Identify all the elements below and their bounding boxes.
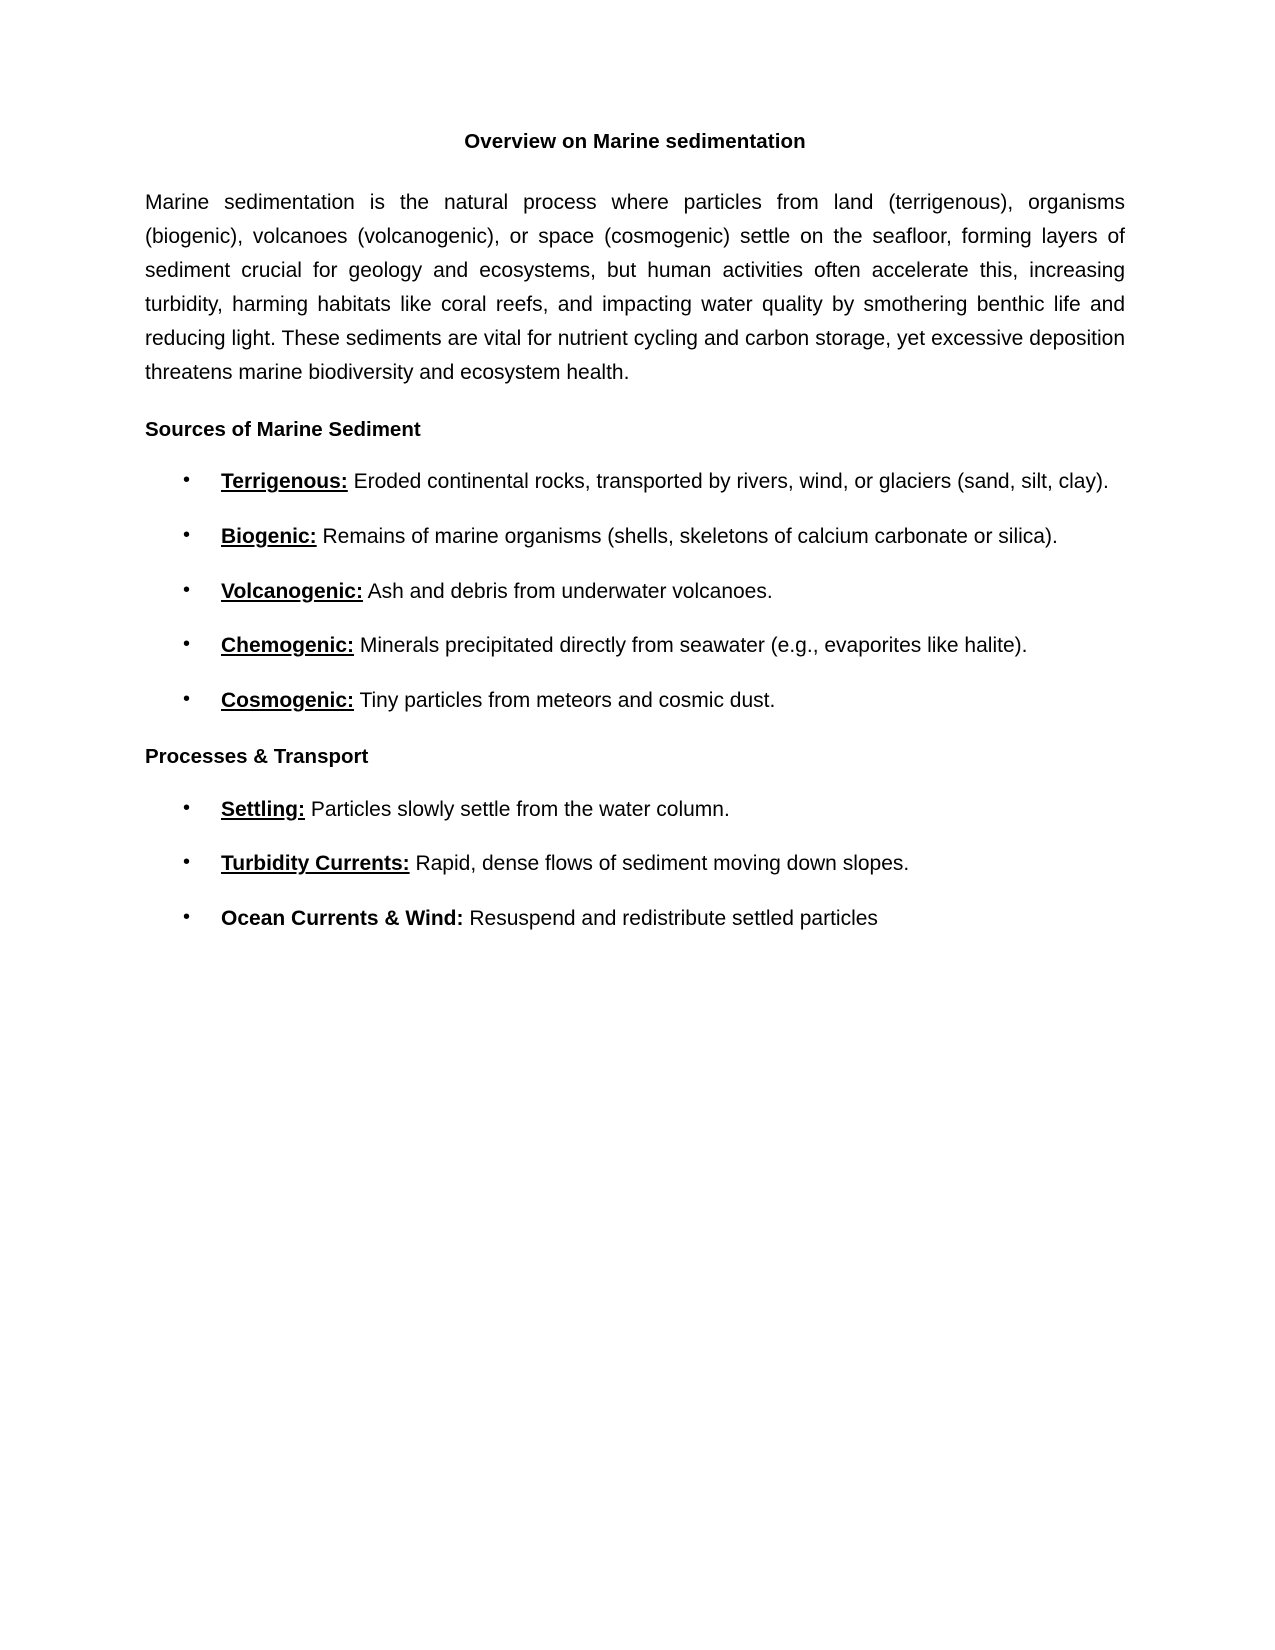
list-item-term: Terrigenous: xyxy=(221,470,348,494)
list-item-text: Minerals precipitated directly from seawater (e.g., evaporites like halite). xyxy=(354,634,1028,658)
section-heading-processes: Processes & Transport xyxy=(145,745,369,769)
list-item-text: Rapid, dense flows of sediment moving down slopes. xyxy=(409,852,910,876)
list-item-text: Particles slowly settle from the water column. xyxy=(305,797,730,821)
list-item-text: Tiny particles from meteors and cosmic dust. xyxy=(354,688,776,712)
list-item-term: Ocean Currents & Wind: xyxy=(221,906,464,930)
list-item-text: Eroded continental rocks, transported by rivers, wind, or glaciers (sand, silt, clay). xyxy=(347,470,1109,494)
list-item xyxy=(145,466,1125,499)
page-title: Overview on Marine sedimentation xyxy=(464,130,806,153)
list-item xyxy=(145,903,1125,936)
list-item xyxy=(145,848,1125,881)
list-item xyxy=(145,576,1125,609)
list-item-term: Turbidity Currents: xyxy=(221,852,410,876)
list-item-term: Cosmogenic: xyxy=(221,688,355,712)
processes-list xyxy=(145,794,1125,936)
intro-paragraph: Marine sedimentation is the natural process where particles from land (terrigenous), organisms (biogenic), volcanoes (volcanogenic), or space (cosmogenic) settle on the seafloor, forming layers of sediment crucial for geology and ecosystems, but human activities often accelerate this, increasing turbidity, harming habitats like coral reefs, and impacting water quality by smothering benthic life and reducing light. These sediments are vital for nutrient cycling and carbon storage, yet excessive deposition threatens marine biodiversity and ecosystem health. xyxy=(145,190,1125,384)
list-item xyxy=(145,521,1125,554)
section-heading-sources: Sources of Marine Sediment xyxy=(145,417,421,441)
sources-list xyxy=(145,466,1125,717)
list-item-text: Resuspend and redistribute settled particles xyxy=(463,906,878,930)
list-item xyxy=(145,794,1125,827)
list-item-term: Settling: xyxy=(221,797,305,821)
list-item-term: Chemogenic: xyxy=(221,634,355,658)
list-item-term: Biogenic: xyxy=(221,525,317,548)
list-item-term: Volcanogenic: xyxy=(221,579,363,603)
list-item-text: Ash and debris from underwater volcanoes. xyxy=(362,579,773,603)
list-item-text: Remains of marine organisms (shells, skeletons of calcium carbonate or silica). xyxy=(316,525,1058,548)
list-item xyxy=(145,685,1125,718)
page-bottom-spacer xyxy=(145,962,1125,1002)
list-item xyxy=(145,630,1125,663)
